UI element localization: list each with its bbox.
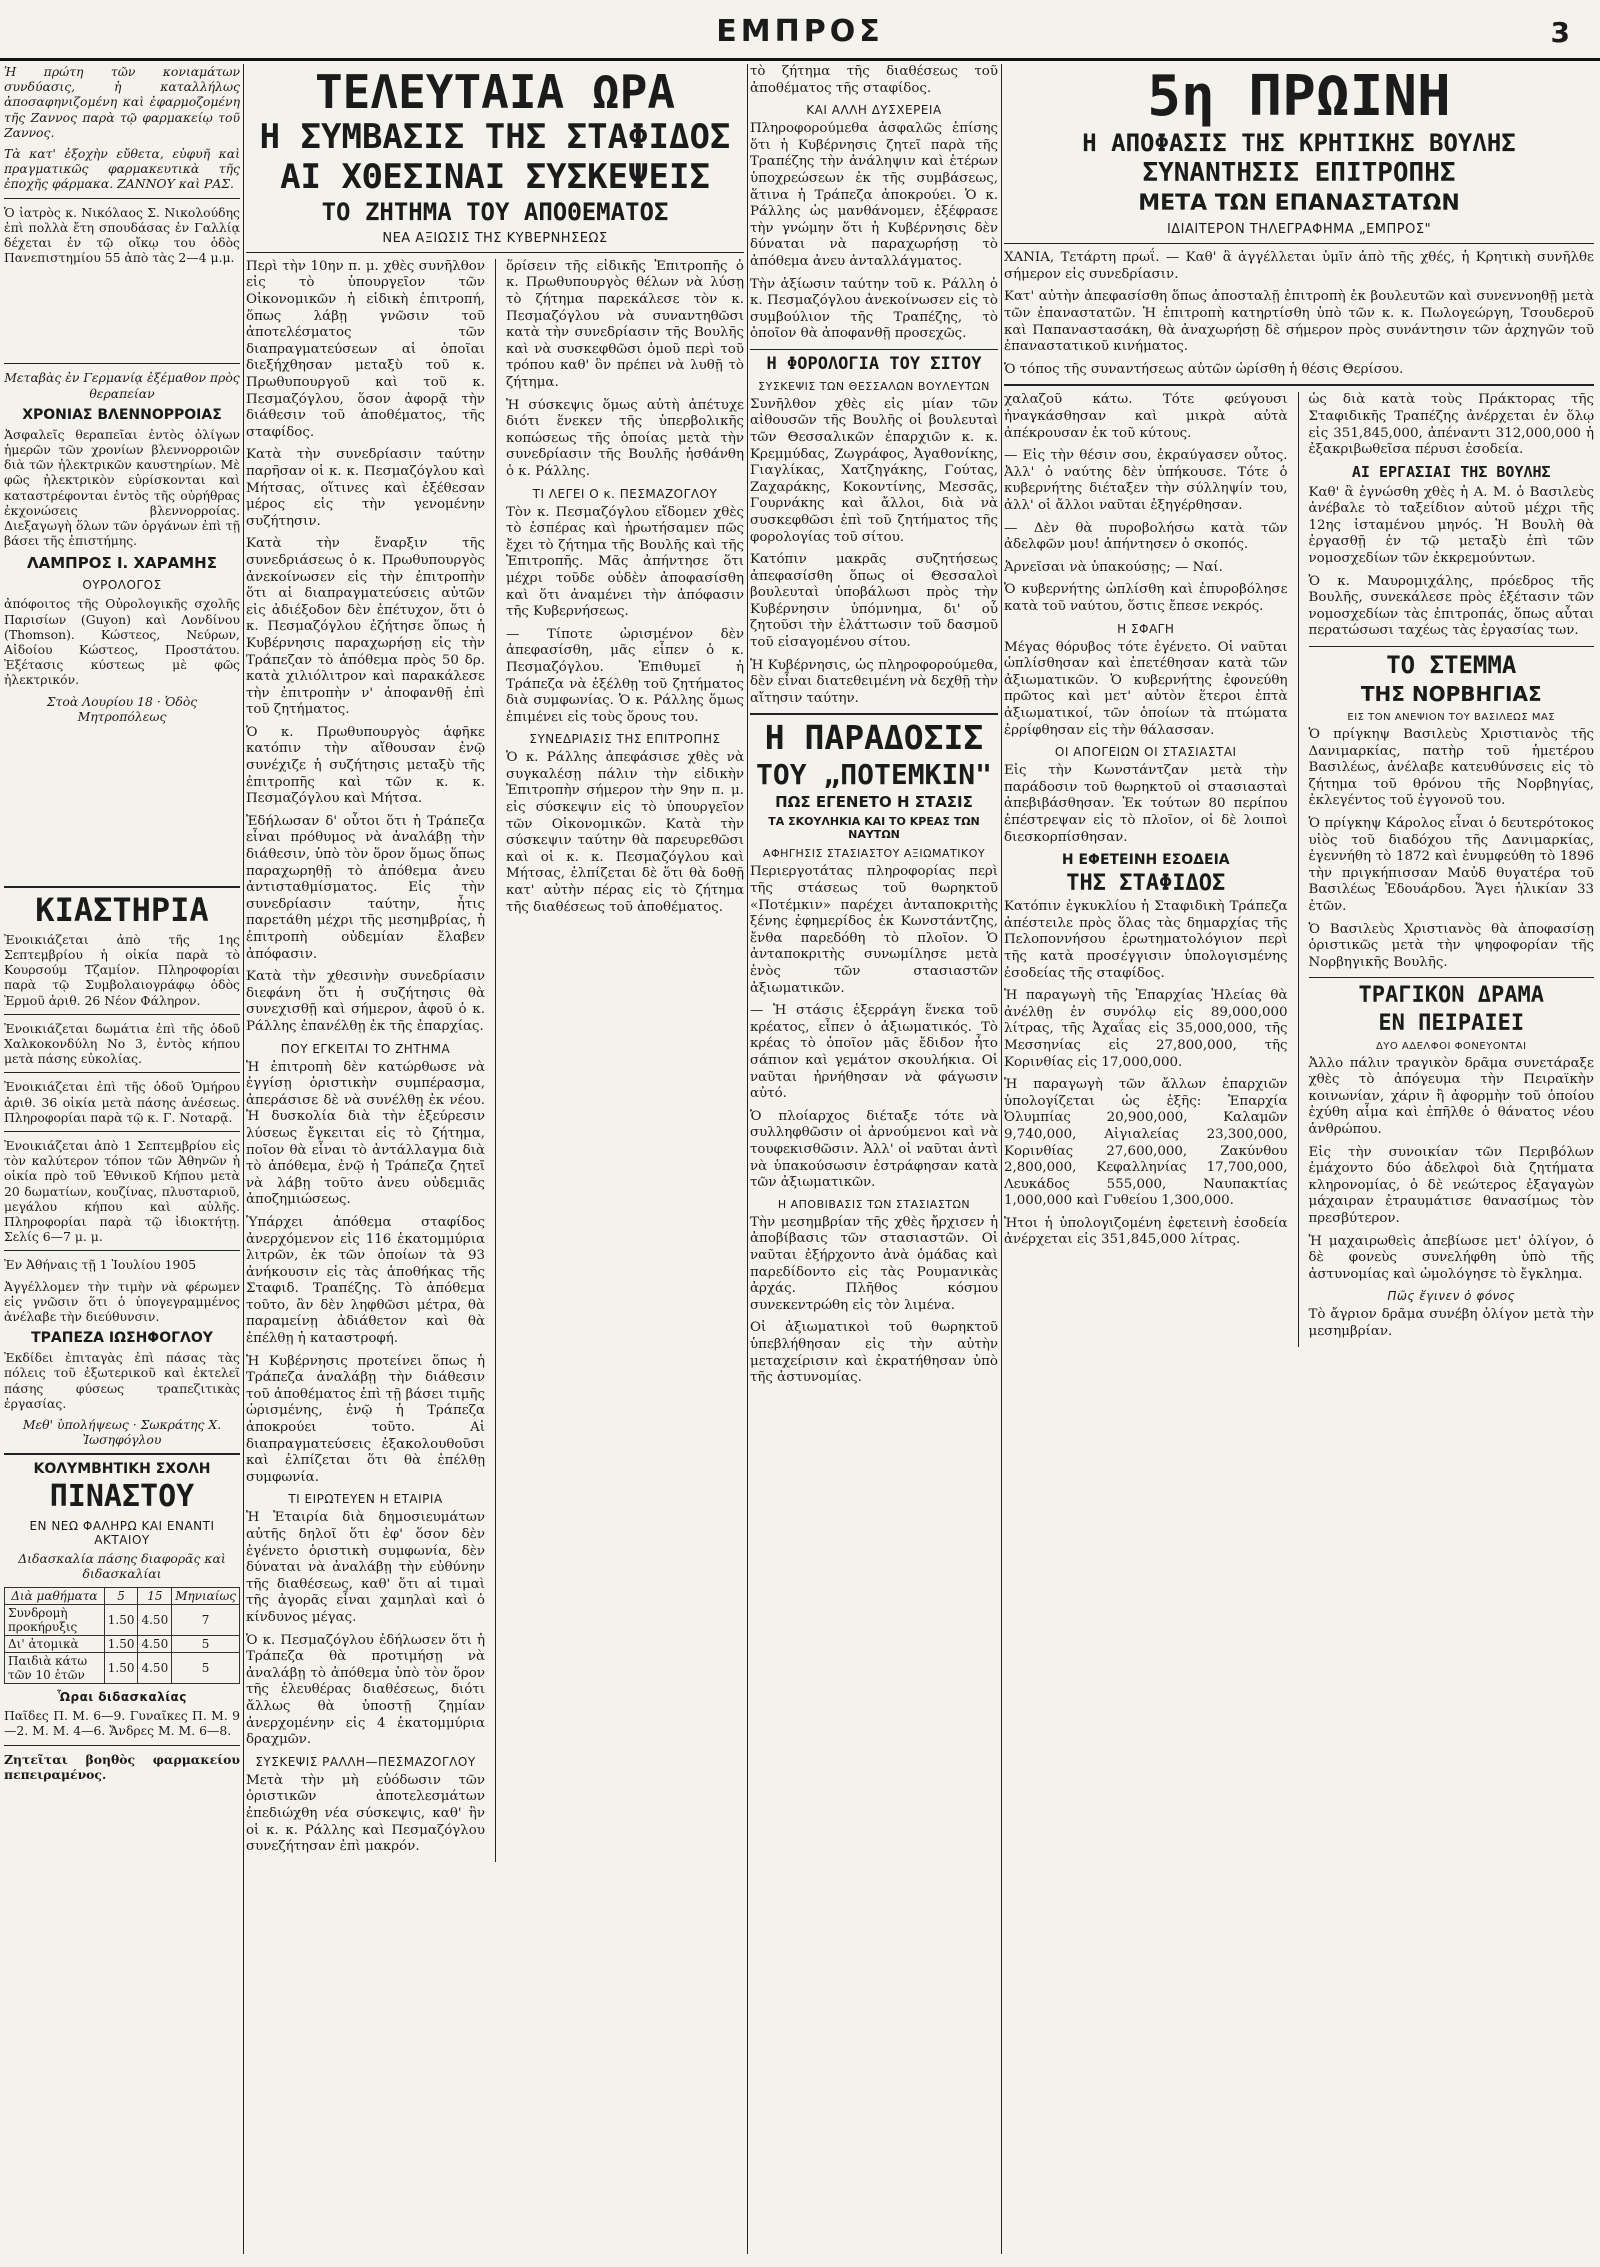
subheading-tragic-drama: ΤΡΑΓΙΚΟΝ ΔΡΑΜΑ	[1358, 983, 1544, 1009]
table-cell: 5	[172, 1636, 240, 1653]
urologist-address: Στοὰ Λουρίου 18 · Ὁδὸς Μητροπόλεως	[46, 693, 198, 724]
article-paragraph: Περὶ τὴν 10ην π. μ. χθὲς συνῆλθον εἰς τὸ ὑπουργεῖον τῶν Οἰκονομικῶν ἡ εἰδικὴ ἐπιτροπή, ὅπως λάβῃ γνῶσιν τοῦ ἀποτελέσματος τῶν διαπραγματεύσεων αἱ ὁποῖαι διεξήχθησαν μεταξὺ τοῦ κ. Πρωθυπουργοῦ καὶ τοῦ κ. Πεσμαζόγλου, ὅσον ἀφορᾷ τὴν διάθεσιν τοῦ ἀποθέματος, τῆς σταφίδος.	[246, 258, 485, 440]
column-potemkin	[750, 64, 998, 2254]
inner-divider	[1298, 392, 1299, 1346]
news-right-column	[1309, 392, 1595, 1346]
headline-potemkin: ΤΟΥ „ΠΟΤΕΜΚΙΝ"	[755, 758, 992, 792]
masthead-rule	[0, 58, 1600, 61]
headline-with-revolutionaries: ΜΕΤΑ ΤΩΝ ΕΠΑΝΑΣΤΑΤΩΝ	[1138, 191, 1460, 217]
article-paragraph: Περιεργοτάτας πληροφορίας περὶ τῆς στάσεως τοῦ θωρηκτοῦ «Ποτέμκιν» παρέχει ἀνταποκριτὴς ξένης ἐφημερίδος ἐκ Κωνστάντζης, ἔνθα παρεδόθη τὸ πλοῖον. Ὁ ἀνταποκριτὴς συνωμίλησε μετὰ ἑνὸς τῶν στασιαστῶν ἀξιωματικῶν.	[750, 864, 998, 996]
article-paragraph: Ὑπάρχει ἀπόθεμα σταφίδος ἀνερχόμενον εἰς 116 ἑκατομμύρια λιτρῶν, ἐκ τῶν ὁποίων τὰ 93 ἀνήκουσιν εἰς τὰς ἀποθήκας τῆς Σταφιδ. Τραπέζης. Τὸ ἀπόθεμα τοῦτο, ἂν δὲν ληφθῶσι μέτρα, θὰ παραμείνῃ ἀδιάθετον καὶ θὰ ἐπέλθῃ ἡ καταστροφή.	[246, 1214, 485, 1347]
masthead	[0, 14, 1600, 60]
article-paragraph: Ἡ παραγωγὴ τῶν ἄλλων ἐπαρχιῶν ὑπολογίζεται ὡς ἑξῆς: Ἐπαρχία Ὀλυμπίας 20,900,000, Καλαμῶν 9,740,000, Αἰγιαλείας 23,300,000, Κορινθίας 27,600,000, Ζακύνθου 2,800,000, Κεφαλληνίας 17,700,000, Λευκάδος 555,000, Ναυπακτίας 1,000,000 καὶ Γυθείου 1,300,000.	[1004, 1077, 1288, 1209]
divider	[246, 252, 744, 253]
germany-ad-title: ΧΡΟΝΙΑΣ ΒΛΕΝΝΟΡΡΟΙΑΣ	[22, 406, 222, 423]
table-cell: 7	[172, 1605, 240, 1636]
article-paragraph: Εἰς τὴν Κωνστάντζαν μετὰ τὴν παράδοσιν τοῦ θωρηκτοῦ οἱ στασιασταὶ ἀπεβιβάσθησαν. Ἐκ τούτων 80 περίπου ἐπέστρεψαν εἰς τὸ πλοῖον, οἱ δὲ λοιποὶ διεσκορπίσθησαν.	[1004, 763, 1288, 845]
headline-yesterdays-meetings: ΑΙ ΧΘΕΣΙΝΑΙ ΣΥΣΚΕΨΕΙΣ	[280, 156, 710, 197]
swim-hours: Παῖδες Π. Μ. 6—9. Γυναῖκες Π. Μ. 9—2. Μ. Μ. 4—6. Ἄνδρες Μ. Μ. 6—8.	[4, 1708, 240, 1739]
bank-body: Ἐκδίδει ἐπιταγὰς ἐπὶ πάσας τὰς πόλεις τοῦ ἐξωτερικοῦ καὶ ἐκτελεῖ πάσης φύσεως τραπεζιτικὰς ἐργασίας.	[4, 1350, 240, 1411]
subheading: ΣΥΝΕΔΡΙΑΣΙΣ ΤΗΣ ΕΠΙΤΡΟΠΗΣ	[529, 732, 721, 747]
table-cell: Παιδιὰ κάτω τῶν 10 ἐτῶν	[5, 1653, 105, 1684]
article-paragraph: Ἡ μαχαιρωθεὶς ἀπεβίωσε μετ' ὀλίγον, ὁ δὲ φονεὺς συνελήφθη ὑπὸ τῆς ἀστυνομίας καὶ ὡμολόγησε τὸ ἔγκλημα.	[1308, 1233, 1594, 1282]
divider	[4, 1453, 240, 1455]
article-paragraph: — Τίποτε ὡρισμένον δὲν ἀπεφασίσθη, μᾶς εἶπεν ὁ κ. Πεσμαζόγλου. Ἐπιθυμεῖ ἡ Τράπεζα νὰ ἐξέλθῃ τοῦ ζητήματος διὰ συμφωνίας. Ὁ κ. Ράλλης ὅμως ἐπιμένει εἰς τοὺς ὅρους του.	[505, 626, 744, 725]
divider	[750, 713, 998, 715]
swim-fee-table	[4, 1587, 240, 1684]
table-cell: 5	[172, 1653, 240, 1684]
table-header-row	[5, 1588, 240, 1605]
doctor-notice: Ὁ ἰατρὸς κ. Νικόλαος Σ. Νικολούδης ἐπὶ πολλὰ ἔτη σπουδάσας ἐν Γαλλίᾳ δέχεται ἐν τῷ οἴκῳ του ὁδὸς Πανεπιστημίου 55 ἀπὸ τὰς 2—4 μ.μ.	[4, 204, 240, 266]
rental-body: Ἐνοικιάζεται ἀπὸ τῆς 1ης Σεπτεμβρίου ἡ οἰκία παρὰ τὸ Κουρσούμ Τζαμίον. Πληροφορίαι παρὰ τῷ Συμβολαιογράφῳ ὁδὸς Ἑρμοῦ ἀριθ. 26 Νέον Φάληρον.	[4, 931, 240, 1008]
article-paragraph: Ὁ πρίγκηψ Βασιλεὺς Χριστιανὸς τῆς Δανιμαρκίας, πατὴρ τοῦ ἡμετέρου Βασιλέως, ἀνέλαβε κατευθύνσεις εἰς τὸ ζήτημα τοῦ θρόνου τῆς Νορβηγίας, ἐκλεγέντος τοῦ ἐγγονοῦ του.	[1308, 727, 1594, 809]
table-cell: Δι' ἀτομικὰ	[5, 1636, 105, 1653]
article-paragraph: Ὁ κ. Μαυρομιχάλης, πρόεδρος τῆς Βουλῆς, συνεκάλεσε πρὸς ἐξέτασιν τῶν νομοσχεδίων τὰς ἐπιτροπάς, ὅπως αὗται περατώσωσι ταχέως τὰς ἐργασίας των.	[1308, 573, 1594, 639]
article-paragraph: Ὁ κ. Πρωθυπουργὸς ἀφῆκε κατόπιν τὴν αἴθουσαν ἐνῷ συνέχιζε ἡ συζήτησις μεταξὺ τῆς ἐπιτροπῆς καὶ τῶν κ. κ. Πεσμαζόγλου καὶ Μήτσα.	[246, 724, 485, 807]
rental-notice-3: Ἐνοικιάζεται ἀπὸ 1 Σεπτεμβρίου εἰς τὸν καλύτερον τόπον τῶν Ἀθηνῶν ἡ οἰκία πρὸ τοῦ Ἐθνικοῦ Κήπου μετὰ 20 δωματίων, κουζίνας, πλυσταριοῦ, μεγάλου κήπου καὶ αὐλῆς. Πληροφορίαι παρὰ τῷ ἰδιοκτήτῃ. Σελίς 6—7 μ. μ.	[4, 1137, 240, 1245]
article-left-column	[246, 259, 485, 1862]
table-cell: 4.50	[138, 1605, 172, 1636]
article-paragraph: Ὁ κ. Πεσμαζόγλου ἐδήλωσεν ὅτι ἡ Τράπεζα θὰ προτιμήσῃ νὰ ἀναλάβῃ τὸ ἀπόθεμα ὑπὸ τὸν ὅρον τῆς ἐλευθέρας διαθέσεως, διότι ἄλλως θὰ ὑποστῇ ζημίαν ἀνερχομένην εἰς 4 ἑκατομμύρια δραχμῶν.	[246, 1632, 485, 1748]
germany-ad-body: Ἀσφαλεῖς θεραπεῖαι ἐντὸς ὀλίγων ἡμερῶν τῶν χρονίων βλεννορροιῶν διὰ τῶν ἠλεκτρικῶν καυστηρίων. Μὲ φῶς ἠλεκτρικὸν εὑρίσκονται καὶ καταστρέφονται ἐντὸς τῆς οὐρήθρας ἐκχονώσεις βλεννορροίας. Διεξαγωγὴ ὅλων τῶν ὀργάνων ἐπὶ τῇ βάσει τῆς ἐπιστήμης.	[4, 426, 240, 549]
article-paragraph: Ἡ Κυβέρνησις προτείνει ὅπως ἡ Τράπεζα ἀναλάβῃ τὴν διάθεσιν τοῦ ἀποθέματος ἐπὶ τῇ βάσει τιμῆς ὡρισμένης, ἐνῷ ἡ Τράπεζα ἀποκρούει τοῦτο. Αἱ διαπραγματεύσεις ἐξακολουθοῦσι καὶ ἐλπίζεται ὅτι θὰ ἐπέλθῃ συμφωνία.	[246, 1353, 485, 1485]
table-header: 15	[138, 1588, 172, 1605]
rental-notice-2: Ἐνοικιάζεται ἐπὶ τῆς ὁδοῦ Ὁμήρου ἀριθ. 36 οἰκία μετὰ πάσης ἀνέσεως. Πληροφορίαι παρὰ τῷ κ. Γ. Νοταρᾷ.	[4, 1079, 240, 1125]
divider	[750, 349, 998, 350]
article-paragraph: Τὴν ἀξίωσιν ταύτην τοῦ κ. Ράλλη ὁ κ. Πεσμαζόγλου ἀνεκοίνωσεν εἰς τὸ συμβούλιον τῆς Τραπέζης, τὸ ὁποῖον θὰ ἀποφανθῇ προσεχῶς.	[750, 276, 998, 342]
table-cell: 4.50	[138, 1653, 172, 1684]
article-paragraph: ΧΑΝΙΑ, Τετάρτη πρωΐ. — Καθ' ἃ ἀγγέλλεται ὑμῖν ἀπὸ τῆς χθές, ἡ Κρητικὴ συνῆλθε σήμερον εἰς συνεδρίασιν.	[1004, 250, 1594, 282]
news-two-columns	[1004, 392, 1594, 1346]
column-advertisements	[4, 64, 240, 2254]
subheading: ΤΙ ΕΙΡΩΤΕΥΕΝ Η ΕΤΑΙΡΙΑ	[288, 1492, 443, 1507]
article-paragraph: Τὴν μεσημβρίαν τῆς χθὲς ἤρχισεν ἡ ἀποβίβασις τῶν στασιαστῶν. Οἱ ναῦται ἐξήρχοντο ἀνὰ ὁμάδας καὶ παρεδίδοντο εἰς τὰς Ρουμανικὰς ἀρχάς. Πλῆθος κόσμου συνεκεντρώθη εἰς τὸν λιμένα.	[750, 1214, 998, 1313]
bank-title: ΤΡΑΠΕΖΑ ΙΩΣΗΦΟΓΛΟΥ	[31, 1330, 213, 1347]
headline-special-telegram: ΙΔΙΑΙΤΕΡΟΝ ΤΗΛΕΓΡΑΦΗΜΑ „ΕΜΠΡΟΣ"	[1166, 222, 1432, 238]
article-paragraph: Ἡ ἐπιτροπὴ δὲν κατώρθωσε νὰ ἐγγίσῃ ὁριστικὴν συμπέρασμα, ἀπεράσισε δὲ νὰ συνέλθῃ ἐκ νέου. Ἡ δυσκολία διὰ τὴν ἐξεύρεσιν λύσεως ἔγκειται εἰς τὸ ζήτημα, ποῖον θὰ εἶναι τὸ ἀντάλλαγμα διὰ τὸ ἀπόθεμα, ἐνῷ ἡ Τράπεζα ζητεῖ νὰ λάβῃ τοῦτο ἀνευ οὐδεμιᾶς ἀποζημιώσεως.	[246, 1059, 485, 1208]
article-right-column	[506, 259, 744, 1862]
inner-divider	[495, 259, 496, 1862]
column-divider	[747, 64, 748, 2254]
divider	[1309, 646, 1595, 647]
headline-how-mutiny: ΠΩΣ ΕΓΕΝΕΤΟ Η ΣΤΑΣΙΣ	[775, 793, 973, 812]
article-paragraph: χαλαζοῦ κάτω. Τότε φεύγουσι ἠναγκάσθησαν καὶ μικρὰ αὐτὰ ἀπέκρουσαν ἐκ τοῦ κύτους.	[1004, 392, 1288, 441]
bank-signature: Μεθ' ὑπολήψεως · Σωκράτης Χ. Ἰωσηφόγλου	[22, 1416, 222, 1448]
headline-surrender: Η ΠΑΡΑΔΟΣΙΣ	[764, 718, 984, 758]
swim-school-subtitle: ΕΝ ΝΕΩ ΦΑΛΗΡΩ ΚΑΙ ΕΝΑΝΤΙ ΑΚΤΑΙΟΥ	[29, 1518, 215, 1547]
subheading-nephew: ΕΙΣ ΤΟΝ ΑΝΕΨΙΟΝ ΤΟΥ ΒΑΣΙΛΕΩΣ ΜΑΣ	[1347, 712, 1556, 724]
headline-stock-issue: ΤΟ ΖΗΤΗΜΑ ΤΟΥ ΑΠΟΘΕΜΑΤΟΣ	[321, 197, 669, 226]
divider	[4, 1072, 240, 1073]
subheading: ΤΙ ΛΕΓΕΙ Ο κ. ΠΕΣΜΑΖΟΓΛΟΥ	[532, 486, 718, 501]
article-paragraph: Πληροφορούμεθα ἀσφαλῶς ἐπίσης ὅτι ἡ Κυβέρνησις ζητεῖ παρὰ τῆς Τραπέζης τὴν ἀνάληψιν καὶ ἑτέρων ὑποχρεώσεων ἐκ τῆς συμβάσεως, ἅτινα ἡ Τράπεζα ἀποκρούει. Ὁ κ. Ράλλης ὡς μανθάνομεν, ἐξέφρασε τὴν γνώμην ὅτι ἡ Κυβέρνησις δὲν δύναται νὰ παραχωρήσῃ τὸ ἀπόθεμα ἀνευ ἀνταλλάγματος.	[750, 121, 998, 269]
table-cell: Συνδρομὴ προκήρυξις	[5, 1605, 105, 1636]
rental-heading: ΚΙΑΣΤΗΡΙΑ	[35, 891, 209, 930]
article-paragraph: ὡς διὰ κατὰ τοὺς Πράκτορας τῆς Σταφιδικῆς Τραπέζης ἀνέρχεται ἐν ὅλῳ εἰς 351,845,000, ἀπέναντι 312,000,000 ἡ ἐξακριβωθεῖσα πέρυσι ἐσοδεία.	[1308, 392, 1594, 458]
column-raisin-article	[246, 64, 744, 2254]
article-paragraph: ὅρίσειν τῆς εἰδικῆς Ἐπιτροπῆς ὁ κ. Πρωθυπουργὸς θέλων νὰ λύσῃ τὸ ζήτημα παρεκάλεσε τὸν κ. Πεσμαζόγλου νὰ συναντηθῶσι κατὰ τὴν συνεδρίασιν τῆς Βουλῆς καὶ νὰ συσκεφθῶσι ὁμοῦ περὶ τοῦ τρόπου καθ' ὃν πρέπει νὰ λυθῇ τὸ ζήτημα.	[505, 258, 744, 391]
article-paragraph: Ὁ Βασιλεὺς Χριστιανὸς θὰ ἀποφασίσῃ ὁριστικῶς μετὰ τὴν ψηφοφορίαν τῆς Νορβηγικῆς Βουλῆς.	[1308, 921, 1594, 970]
headline-5am: 5η ΠΡΩΙΝΗ	[1147, 64, 1451, 129]
article-paragraph: Μετὰ τὴν μὴ εὐόδωσιν τῶν ὁριστικῶν ἀποτελεσμάτων ἐπεδιώχθη νέα σύσκεψις, καθ' ἣν οἱ κ. κ. Ράλλης καὶ Πεσμαζόγλου συνεζήτησαν ἐπὶ μακρόν.	[246, 1772, 485, 1855]
article-paragraph: Ἡ Κυβέρνησις, ὡς πληροφορούμεθα, δὲν εἶναι διατεθειμένη νὰ δεχθῇ τὴν αἴτησιν ταύτην.	[750, 657, 998, 706]
news-left-column	[1004, 392, 1288, 1346]
table-header: Μηνιαίως	[172, 1588, 240, 1605]
article-paragraph: Συνῆλθον χθὲς εἰς μίαν τῶν αἰθουσῶν τῆς Βουλῆς οἱ βουλευταὶ τῶν Θεσσαλικῶν ἐπαρχιῶν κ. κ. Κρεμμύδας, Ζωγράφος, Ἀγαθονίκης, Γιαγλίκας, Χατζηγάκης, Γούτας, Ζαχαράκης, Κοκοντίνης, Μεσσᾶς, Γουρνάκης καὶ ἄλλοι, διὰ νὰ συσκεφθῶσι ἐπὶ τοῦ ζητήματος τῆς φορολογίας τοῦ σίτου.	[750, 396, 998, 545]
table-cell: 4.50	[138, 1636, 172, 1653]
swim-school-title: ΠΙΝΑΣΤΟΥ	[49, 1479, 195, 1515]
article-paragraph: Ἡ παραγωγὴ τῆς Ἐπαρχίας Ἠλείας θὰ ἀνέλθῃ ἐν συνόλῳ εἰς 89,000,000 λίτρας, τῆς Ἀχαΐας εἰς 35,000,000, τῆς Μεσσηνίας εἰς 27,800,000, τῆς Κορινθίας εἰς 17,000,000.	[1004, 988, 1288, 1070]
column-divider	[243, 64, 244, 2254]
article-paragraph: — Δὲν θὰ πυροβολήσω κατὰ τῶν ἀδελφῶν μου! ἀπήντησεν ὁ σκοπός.	[1004, 520, 1288, 553]
table-row	[5, 1653, 240, 1684]
headline-last-hour: ΤΕΛΕΥΤΑΙΑ ΩΡΑ	[314, 65, 676, 119]
article-paragraph: Μέγας θόρυβος τότε ἐγένετο. Οἱ ναῦται ὡπλίσθησαν καὶ ἐπετέθησαν κατὰ τῶν ἀξιωματικῶν. Ὁ κυβερνήτης ἐφονεύθη πρῶτος καὶ μετ' αὐτὸν ἕτεροι ἑπτὰ ἀξιωματικοί, τῶν ὁποίων τὰ πτώματα ἐρρίφθησαν εἰς τὴν θάλασσαν.	[1004, 639, 1288, 738]
subheading: Η ΣΦΑΓΗ	[1117, 621, 1175, 636]
article-paragraph: Κατὰ τὴν χθεσινὴν συνεδρίασιν διεφάνη ὅτι ἡ συζήτησις θὰ συνεχισθῇ καὶ σήμερον, ἀφοῦ ὁ κ. Ράλλης ἐπανέλθῃ ἐκ τῆς ἐπαρχίας.	[246, 969, 485, 1034]
subheading: ΠΟΥ ΕΓΚΕΙΤΑΙ ΤΟ ΖΗΤΗΜΑ	[280, 1041, 451, 1056]
subheading-thessaly-mps: ΣΥΣΚΕΨΙΣ ΤΩΝ ΘΕΣΣΑΛΩΝ ΒΟΥΛΕΥΤΩΝ	[758, 379, 990, 393]
subheading-raisin: ΤΗΣ ΣΤΑΦΙΔΟΣ	[1066, 871, 1226, 897]
column-crete-and-news	[1004, 64, 1594, 2254]
pharmacy-ad-2: Τὰ κατ' ἐξοχὴν εὔθετα, εὐφυῆ καὶ πραγματικῶς φαρμακευτικὰ τῆς ἐποχῆς φάρμακα. ΖΑΝΝΟΥ καὶ ΡΑΣ.	[4, 146, 240, 192]
article-paragraph: Κατόπιν ἐγκυκλίου ἡ Σταφιδικὴ Τράπεζα ἀπέστειλε πρὸς ὅλας τὰς δημαρχίας τῆς Πελοποννήσου ἐρωτηματολόγιον περὶ τῆς κατὰ προσέγγισιν ὑπολογισμένης ἐσοδείας τῆς σταφίδος.	[1004, 899, 1288, 981]
divider	[4, 886, 240, 888]
urologist-name: ΛΑΜΠΡΟΣ Ι. ΧΑΡΑΜΗΣ	[27, 554, 217, 573]
blank-space	[4, 730, 240, 880]
article-paragraph: Ἐδήλωσαν δ' οὗτοι ὅτι ἡ Τράπεζα εἶναι πρόθυμος νὰ ἀναλάβῃ τὴν διάθεσιν, ὑπὸ τὸν ὅρον ὅμως ὅπως παραχωρηθῇ τὸ ἀπόθεμα ἀνευ ἀντισταθμίσματος. Εἰς τὴν συνεδρίασιν ταύτην, ἦτις παρετάθη μέχρι τῆς μεσημβρίας, ἡ ἐπιτροπὴ οὐδεμίαν ἔλαβεν ἀπόφασιν.	[246, 813, 485, 962]
table-cell: 1.50	[104, 1605, 138, 1636]
pharmacy-job-notice: Ζητεῖται βοηθὸς φαρμακείου πεπειραμένος.	[4, 1751, 240, 1782]
subheading: Η ΑΠΟΒΙΒΑΣΙΣ ΤΩΝ ΣΤΑΣΙΑΣΤΩΝ	[777, 1197, 971, 1211]
article-paragraph: Οἱ ἀξιωματικοὶ τοῦ θωρηκτοῦ ὑπεβλήθησαν εἰς τὴν αὐτὴν μεταχείρισιν καὶ ἐκρατήθησαν ὑπὸ τῆς ἀστυνομίας.	[750, 1320, 998, 1386]
article-paragraph: Κατόπιν μακρᾶς συζητήσεως ἀπεφασίσθη ὅπως οἱ Θεσσαλοὶ βουλευταὶ ὑποβάλωσι πρὸς τὴν Κυβέρνησιν ὑπόμνημα, δι' οὗ ζητοῦσι τὴν ἐλάττωσιν τοῦ δασμοῦ τοῦ εἰσαγομένου σίτου.	[750, 552, 998, 651]
urologist-body: ἀπόφοιτος τῆς Οὐρολογικῆς σχολῆς Παρισίων (Guyon) καὶ Λονδίνου (Thomson). Κώστεος, Νεύρων, Αἰδοίου Κώστεος, Προστάτου. Ἐξέτασις κύστεως μὲ φῶς ἠλεκτρικόν.	[4, 596, 240, 688]
article-two-columns	[246, 259, 744, 1862]
article-paragraph: τὸ ζήτημα τῆς διαθέσεως τοῦ ἀποθέματος τῆς σταφίδος.	[750, 64, 998, 96]
article-paragraph: Ἡ Ἑταιρία διὰ δημοσιευμάτων αὐτῆς δηλοῖ ὅτι ἐφ' ὅσον δὲν ἐγένετο ὁριστικὴ συμφωνία, δὲν δύναται νὰ ἀναλάβῃ τὴν εὐθύνην τῆς διαθέσεως, καθ' ὅτι αἱ τιμαὶ τῆς ἀγορᾶς εἶναι χαμηλαὶ καὶ ὁ κίνδυνος μέγας.	[246, 1510, 485, 1625]
article-paragraph: Ἡτοι ἡ ὑπολογιζομένη ἐφετεινὴ ἐσοδεία ἀνέρχεται εἰς 351,845,000 λίτρας.	[1004, 1215, 1288, 1248]
urologist-role: ΟΥΡΟΛΟΓΟΣ	[82, 578, 162, 593]
subheading: ΚΑΙ ΑΛΛΗ ΔΥΣΧΕΡΕΙΑ	[806, 103, 942, 118]
subheading: ΟΙ ΑΠΟΓΕΙΩΝ ΟΙ ΣΤΑΣΙΑΣΤΑΙ	[1054, 745, 1237, 760]
article-paragraph: Τὸν κ. Πεσμαζόγλου εἴδομεν χθὲς τὸ ἑσπέρας καὶ ἠρωτήσαμεν πῶς ἔχει τὸ ζήτημα τῆς Βουλῆς καὶ τῆς Ἐπιτροπῆς. Μᾶς ἀπήντησε ὅτι μέχρι τοῦδε οὐδὲν ἀποφασίσθη καὶ ὅτι ἀναμένει τὴν ἀπόφασιν τῆς Κυβερνήσεως.	[505, 504, 744, 620]
article-paragraph: Ἀλλο πάλιν τραγικὸν δρᾶμα συνετάραξε χθὲς τὸ ἀπόγευμα τὴν Πειραϊκὴν κοινωνίαν, χάριν ἢ ἀφορμὴν τοῦ ὁποίου ἐχύθη αἷμα καὶ ἐπῆλθε ὁ θάνατος νέου ἀνθρώπου.	[1308, 1055, 1594, 1137]
divider	[4, 1014, 240, 1015]
article-paragraph: Ὁ τόπος τῆς συναντήσεως αὐτῶν ὡρίσθη ἡ θέσις Θερίσου.	[1004, 361, 1404, 377]
article-paragraph: Ἡ σύσκεψις ὅμως αὐτὴ ἀπέτυχε διότι ἕνεκεν τῆς ὑπερβολικῆς κοπώσεως τῆς ὁποίας μετὰ τὴν συνεδρίασιν τῆς Βουλῆς ἠσθάνθη ὁ κ. Ράλλης.	[505, 397, 744, 479]
divider	[4, 1131, 240, 1132]
subheading-parliament-work: ΑΙ ΕΡΓΑΣΙΑΙ ΤΗΣ ΒΟΥΛΗΣ	[1351, 462, 1551, 481]
divider	[4, 1745, 240, 1746]
subheading-harvest: Η ΕΦΕΤΕΙΝΗ ΕΣΟΔΕΙΑ	[1061, 852, 1230, 869]
subheading: ΣΥΣΚΕΨΙΣ ΡΑΛΛΗ—ΠΕΣΜΑΖΟΓΛΟΥ	[255, 1754, 476, 1769]
headline-officer-account: ΑΦΗΓΗΣΙΣ ΣΤΑΣΙΑΣΤΟΥ ΑΞΙΩΜΑΤΙΚΟΥ	[762, 847, 986, 861]
article-paragraph: Κατὰ τὴν συνεδρίασιν ταύτην παρῆσαν οἱ κ. κ. Πεσμαζόγλου καὶ Μήτσας, οἵτινες καὶ ἐξέθεσαν μέρος εἰς τὴν γενομένην συζήτησιν.	[246, 447, 485, 529]
table-header: 5	[104, 1588, 138, 1605]
table-row	[5, 1636, 240, 1653]
table-row	[5, 1605, 240, 1636]
blank-space	[4, 271, 240, 357]
divider	[1004, 243, 1594, 244]
headline-new-demand: ΝΕΑ ΑΞΙΩΣΙΣ ΤΗΣ ΚΥΒΕΡΝΗΣΕΩΣ	[382, 230, 608, 246]
page-number: 3	[1550, 16, 1570, 49]
divider	[4, 198, 240, 199]
article-paragraph: Ὁ κ. Ράλλης ἀπεφάσισε χθὲς νὰ συγκαλέσῃ πάλιν τὴν εἰδικὴν Ἐπιτροπὴν σήμερον τὴν 9ην π. μ. εἰς σύσκεψιν εἰς τὸ ὑπουργεῖον τῶν Οἰκονομικῶν. Κατὰ τὴν σύσκεψιν ταύτην θὰ παρευρεθῶσι καὶ οἱ κ. κ. Πεσμαζόγλου καὶ Μήτσας, ἐλπίζεται δὲ ὅτι θὰ δοθῇ κατ' αὐτὴν πέρας εἰς τὸ ζήτημα τῆς διαθέσεως τοῦ ἀποθέματος.	[505, 750, 744, 915]
subheading: Πῶς ἔγινεν ὁ φόνος	[1387, 1289, 1516, 1304]
divider	[1004, 384, 1594, 386]
pharmacy-ad: Ἡ πρώτη τῶν κονιαμάτων συνδύασις, ἡ καταλλήλως ἀποσαφηνιζομένη καὶ ἐφαρμοζομένη τῆς Ζαννος παρὰ τῷ φαρμακείῳ τοῦ Ζαννος.	[4, 64, 240, 140]
article-paragraph: Ὁ πρίγκηψ Κάρολος εἶναι ὁ δευτερότοκος υἱὸς τοῦ διαδόχου τῆς Δανιμαρκίας, ἐγεννήθη τὸ 1872 καὶ ἐνυμφεύθη τὸ 1896 τὴν πριγκήπισσαν Μαὐδ θυγατέρα τοῦ Βασιλέως Ἐδουάρδου. Ἄγει ἡλικίαν 33 ἐτῶν.	[1308, 816, 1594, 915]
germany-ad-heading: Μεταβὰς ἐν Γερμανίᾳ ἐξέμαθον πρὸς θεραπείαν	[4, 370, 240, 401]
table-cell: 1.50	[104, 1636, 138, 1653]
column-divider	[1001, 64, 1002, 2254]
subheading-crown: ΤΟ ΣΤΕΜΜΑ	[1386, 650, 1517, 679]
swim-school-note: Διδασκαλία πάσης διαφορᾶς καὶ διδασκαλίαι	[18, 1550, 226, 1582]
headline-cretan-parliament: Η ΑΠΟΦΑΣΙΣ ΤΗΣ ΚΡΗΤΙΚΗΣ ΒΟΥΛΗΣ	[1082, 128, 1516, 157]
swim-hours-title: Ὧραι διδασκαλίας	[57, 1690, 187, 1705]
divider	[1309, 977, 1595, 978]
subheading-two-brothers: ΔΥΟ ΑΔΕΛΦΟΙ ΦΟΝΕΥΟΝΤΑΙ	[1375, 1040, 1527, 1052]
headline-raisin-agreement: Η ΣΥΜΒΑΣΙΣ ΤΗΣ ΣΤΑΦΙΔΟΣ	[259, 117, 731, 158]
headline-worms-meat: ΤΑ ΣΚΟΥΛΗΚΙΑ ΚΑΙ ΤΟ ΚΡΕΑΣ ΤΩΝ ΝΑΥΤΩΝ	[768, 815, 980, 842]
athens-notice: Ἀγγέλλομεν τὴν τιμὴν νὰ φέρωμεν εἰς γνῶσιν ὅτι ὁ ὑπογεγραμμένος ἀνέλαβε τὴν διεύθυνσιν.	[4, 1278, 240, 1324]
rental-notice-1: Ἐνοικιάζεται δωμάτια ἐπὶ τῆς ὁδοῦ Χαλκοκονδύλη Νο 3, ἐντὸς κήπου μετὰ πάσης εὐκολίας.	[4, 1020, 240, 1067]
article-paragraph: Τὸ ἄγριον δρᾶμα συνέβη ὀλίγον μετὰ τὴν μεσημβρίαν.	[1308, 1307, 1594, 1339]
subheading-piraeus: ΕΝ ΠΕΙΡΑΙΕΙ	[1378, 1010, 1525, 1036]
article-paragraph: Κατὰ τὴν ἔναρξιν τῆς συνεδριάσεως ὁ κ. Πρωθυπουργὸς ἀνεκοίνωσεν εἰς τὴν ἐπιτροπὴν ὅτι αἱ διαπραγματεύσεις αὐτῶν εἰς ἀδιέξοδον δὲν ἐπέτυχον, ὅτι ὁ κ. Πεσμαζόγλου ἐζήτησε ὅπως ἡ Κυβέρνησις παραχωρήσῃ εἰς τὴν Τράπεζαν τὸ ἀπόθεμα πρὸς 50 δρ. κατὰ χιλιόλιτρον καὶ παρακάλεσε τὴν ἐπιτροπὴν ν' ἀποφανθῇ ἐπὶ τοῦ ζητήματος.	[246, 536, 485, 718]
article-paragraph: Εἰς τὴν συνοικίαν τῶν Περιβόλων ἐμάχοντο δύο ἀδελφοὶ διὰ ζητήματα κληρονομίας, ὁ δὲ νεώτερος ἐξαγαγὼν μάχαιραν ἐτραυμάτισε θανασίμως τὸν πρεσβύτερον.	[1308, 1144, 1594, 1226]
swim-school-heading: ΚΟΛΥΜΒΗΤΙΚΗ ΣΧΟΛΗ	[33, 1461, 211, 1478]
headline-committee-meeting: ΣΥΝΑΝΤΗΣΙΣ ΕΠΙΤΡΟΠΗΣ	[1142, 157, 1456, 188]
subheading-norway: ΤΗΣ ΝΟΡΒΗΓΙΑΣ	[1360, 682, 1542, 707]
article-paragraph: — Εἰς τὴν θέσιν σου, ἐκραύγασεν οὗτος. Ἀλλ' ὁ ναύτης δὲν ὑπήκουσε. Τότε ὁ κυβερνήτης διέταξεν τὴν σύλληψίν του, ἀλλ' οἱ ἄλλοι ναῦται ἐξηγέρθησαν.	[1004, 448, 1288, 513]
athens-date: Ἐν Ἀθήναις τῇ 1 Ἰουλίου 1905	[4, 1257, 197, 1273]
divider	[4, 1250, 240, 1251]
subheading-wheat-tax: Η ΦΟΡΟΛΟΓΙΑ ΤΟΥ ΣΙΤΟΥ	[766, 353, 982, 374]
divider	[4, 363, 240, 364]
table-header: Διὰ μαθήματα	[5, 1588, 105, 1605]
article-paragraph: — Ἡ στάσις ἐξερράγη ἕνεκα τοῦ κρέατος, εἶπεν ὁ ἀξιωματικός. Τὸ κρέας τὸ ὁποῖον μᾶς ἔδιδον ἦτο σάπιον καὶ γεμάτον σκουλήκια. Οἱ ναῦται ἠρνήθησαν νὰ φάγωσιν αὐτό.	[750, 1003, 998, 1102]
table-cell: 1.50	[104, 1653, 138, 1684]
article-paragraph: Καθ' ἃ ἐγνώσθη χθὲς ἡ Α. Μ. ὁ Βασιλεὺς ἀνέβαλε τὸ ταξείδιον αὐτοῦ μέχρι τῆς 12ης ἰσταμένου μηνός. Ἡ Βουλὴ θὰ ἐργασθῇ ἐν τῷ μεταξὺ ἐπὶ τῶν νομοσχεδίων τῶν ἐκκρεμούντων.	[1308, 484, 1594, 566]
article-paragraph: Ὁ κυβερνήτης ὡπλίσθη καὶ ἐπυροβόλησε κατὰ τοῦ ναύτου, ὅστις ἔπεσε νεκρός.	[1004, 582, 1288, 614]
article-paragraph: Ὁ πλοίαρχος διέταξε τότε νὰ συλληφθῶσιν οἱ ἀρνούμενοι καὶ νὰ τουφεκισθῶσιν. Ἀλλ' οἱ ναῦται ἀντὶ νὰ ὑπακούσωσιν ἐστράφησαν κατὰ τῶν ἀξιωματικῶν.	[750, 1108, 998, 1191]
newspaper-title: ΕΜΠΡΟΣ	[716, 14, 884, 49]
article-paragraph: Ἀρνεῖσαι νὰ ὑπακούσῃς; — Ναί.	[1004, 559, 1223, 575]
article-paragraph: Κατ' αὐτὴν ἀπεφασίσθη ὅπως ἀποσταλῇ ἐπιτροπὴ ἐκ βουλευτῶν καὶ συνεννοηθῇ μετὰ τῶν ἐπαναστατῶν. Ἡ ἐπιτροπὴ κατηρτίσθη ὑπὸ τῶν κ. κ. Πωλογεώργη, Τσουδεροῦ καὶ Παπαναστασάκη, θὰ ἀναχωρήσῃ δὲ σήμερον πρὸς συνάντησιν τῶν ἀρχηγῶν τοῦ ἐπαναστατικοῦ κινήματος.	[1004, 289, 1594, 355]
